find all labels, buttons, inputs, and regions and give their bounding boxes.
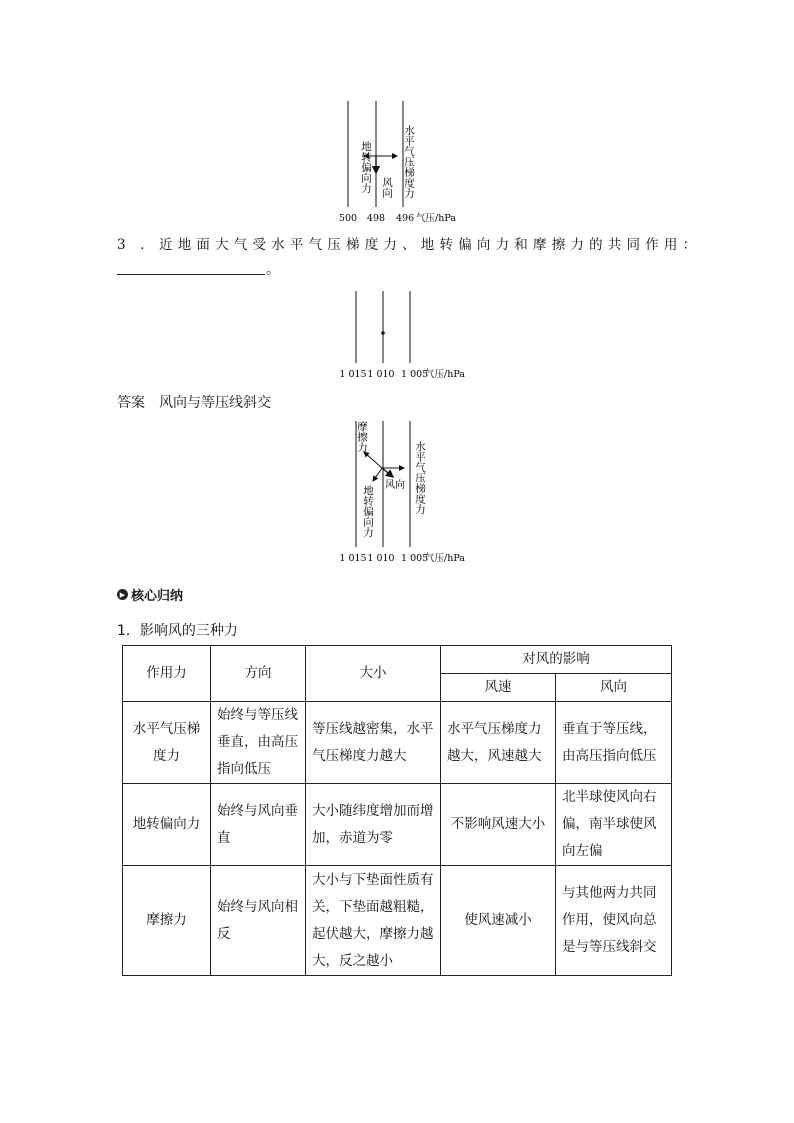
section-title: 核心归纳 [131,589,184,604]
pressure-label: 1 015 [339,369,367,380]
unit-label: 气压/hPa [425,553,465,564]
cell-magnitude: 等压线越密集，水平气压梯度力越大 [306,702,441,784]
friction-arrow [364,452,382,468]
forces-table [122,645,672,976]
subheading: 1．影响风的三种力 [117,623,238,639]
header-influence: 对风的影响 [441,646,672,674]
figure-surface-wind-diagram [330,415,480,567]
coriolis-arrow [373,468,382,481]
question-3 [117,233,701,253]
cell-wind-direction: 垂直于等压线，由高压指向低压 [556,702,672,784]
answer-blank-line[interactable] [117,259,265,275]
cell-speed: 不影响风速大小 [441,784,556,866]
pressure-label: 498 [366,213,386,224]
coriolis-label: 地转偏向力 [362,485,374,538]
cell-speed: 使风速减小 [441,866,556,976]
table-header-row [123,646,672,674]
cell-direction: 始终与风向相反 [211,866,306,976]
gradient-label: 水平气压梯度力 [414,441,426,515]
answer-line [117,392,271,412]
figure-surface-blank-diagram [330,285,480,383]
cell-force: 摩擦力 [123,866,211,976]
pressure-label: 1 010 [367,553,395,564]
gradient-label: 水平气压梯度力 [403,125,415,199]
pressure-label: 1 005 [401,553,429,564]
section-heading [117,585,183,604]
header-speed: 风速 [441,674,556,702]
pressure-label: 496 [396,213,415,224]
header-direction: 方向 [211,646,306,702]
cell-force: 水平气压梯度力 [123,702,211,784]
coriolis-label: 地转偏向力 [360,141,372,194]
cell-direction: 始终与等压线垂直，由高压指向低压 [211,702,306,784]
cell-force: 地转偏向力 [123,784,211,866]
cell-wind-direction: 北半球使风向右偏，南半球使风向左偏 [556,784,672,866]
header-force: 作用力 [123,646,211,702]
answer-text: 风向与等压线斜交 [159,395,271,411]
figure-upper-wind-diagram [330,95,470,227]
cell-magnitude: 大小与下垫面性质有关，下垫面越粗糙，起伏越大，摩擦力越大，反之越小 [306,866,441,976]
air-parcel-dot [381,331,385,335]
table-row [123,784,672,866]
cell-direction: 始终与风向垂直 [211,784,306,866]
cell-speed: 水平气压梯度力越大，风速越大 [441,702,556,784]
question-number: 3 [117,237,131,253]
question-text: ．近地面大气受水平气压梯度力、地转偏向力和摩擦力的共同作用： [140,237,702,253]
header-magnitude: 大小 [306,646,441,702]
play-circle-icon: ▶ [117,589,128,600]
pressure-label: 1 010 [367,369,395,380]
friction-label: 摩擦力 [356,421,368,453]
unit-label: 气压/hPa [416,213,456,224]
table-row [123,866,672,976]
cell-wind-direction: 与其他两力共同作用，使风向总是与等压线斜交 [556,866,672,976]
pressure-label: 1 005 [401,369,429,380]
wind-label: 风向 [385,480,405,491]
wind-arrow [382,468,393,477]
question-end-mark: 。 [266,262,280,278]
wind-label: 风向 [381,177,393,198]
table-row [123,702,672,784]
unit-label: 气压/hPa [425,369,465,380]
answer-label: 答案 [117,395,145,411]
pressure-label: 1 015 [339,553,367,564]
cell-magnitude: 大小随纬度增加而增加，赤道为零 [306,784,441,866]
pressure-label: 500 [338,213,358,224]
header-wind-direction: 风向 [556,674,672,702]
